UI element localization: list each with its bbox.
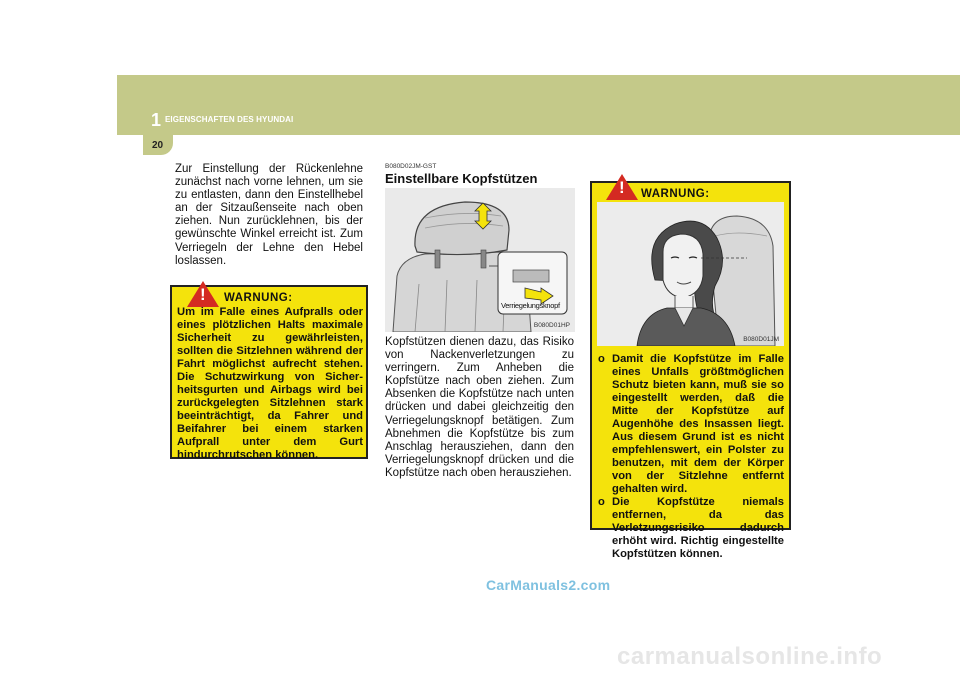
warning-title: WARNUNG: <box>224 292 293 304</box>
recline-warning-box <box>170 285 368 459</box>
figure-code: B080D01HP <box>533 322 570 329</box>
warning-symbol: ! <box>200 285 206 304</box>
warning-text: Um im Falle eines Aufpralls oder eines plötzlichen Halts maximale Sicherheit zu gewährleisten, sollten die Sitzlehnen während der Fahrt möglichst aufrecht stehen. Die Schutzwirkung von Sicher-heitsgurten und Airbags wird bei zurückgelegten Sitzlehnen stark beeinträchtigt, da Fahrer und Beifahrer bei einem starken Aufprall unter dem Gurt hindurchrutschen können. <box>177 306 363 461</box>
list-bullet: o <box>598 353 605 365</box>
headrest-warning-box <box>590 178 791 560</box>
section-code: B080D02JM-GST <box>385 163 437 170</box>
chapter-header-band <box>117 75 960 135</box>
warning-list <box>598 353 784 561</box>
seat-recline-paragraph: Zur Einstellung der Rückenlehne zunächst nach vorne lehnen, um sie zu entlasten, dann den Einstellhebel an der Sitzaußenseite nach oben ziehen. Nun zurücklehnen, bis der gewünschte Winkel erreicht ist. Zum Verriegeln der Lehne den Hebel loslassen. <box>175 163 363 267</box>
list-item-text: Die Kopfstütze niemals entfernen, da das Verletzungsrisiko dadurch erhöht wird. Richtig eingestellte Kopfstützen können. <box>612 496 784 560</box>
list-item-text: Damit die Kopfstütze im Falle eines Unfalls größtmöglichen Schutz bieten kann, muß sie so eingestellt werden, daß die Mitte der Kopfstütze auf Augenhöhe des Insassen liegt. Aus diesem Grund ist es nicht empfehlenswert, ein Polster zu benutzen, mit dem der Körper von der Sitzlehne entfernt gehalten wird. <box>612 353 784 495</box>
warning-triangle-icon <box>606 174 638 200</box>
headrest-illustration <box>385 188 575 332</box>
chapter-title: EIGENSCHAFTEN DES HYUNDAI <box>165 115 294 124</box>
list-bullet: o <box>598 496 605 508</box>
watermark-carmanuals2[interactable]: CarManuals2.com <box>486 577 611 593</box>
section-title: Einstellbare Kopfstützen <box>385 171 538 186</box>
passenger-drawing <box>597 202 784 346</box>
figure-code: B080D01JM <box>743 336 779 343</box>
headrest-paragraph: Kopfstützen dienen dazu, das Risiko von Nackenverletzungen zu verringern. Zum Anheben die Kopfstütze nach oben ziehen. Zum Absenken die Kopfstütze nach unten drücken und dabei gleichzeitig den Verriegelungsknopf betätigen. Zum Abnehmen die Kopfstütze bis zum Anschlag herausziehen, dann den Verriegelungsknopf drücken und die Kopfstütze nach oben herausziehen. <box>385 336 574 479</box>
warning-triangle-icon <box>187 281 219 307</box>
watermark-carmanualsonline[interactable]: carmanualsonline.info <box>617 643 883 670</box>
headrest-drawing <box>385 188 575 332</box>
page-number: 20 <box>152 140 164 151</box>
list-item <box>598 496 784 561</box>
warning-symbol: ! <box>619 178 625 197</box>
passenger-illustration <box>597 202 784 346</box>
warning-title: WARNUNG: <box>641 188 710 200</box>
list-item <box>598 353 784 496</box>
callout-label: Verriegelungsknopf <box>501 301 560 310</box>
chapter-number: 1 <box>151 110 162 130</box>
